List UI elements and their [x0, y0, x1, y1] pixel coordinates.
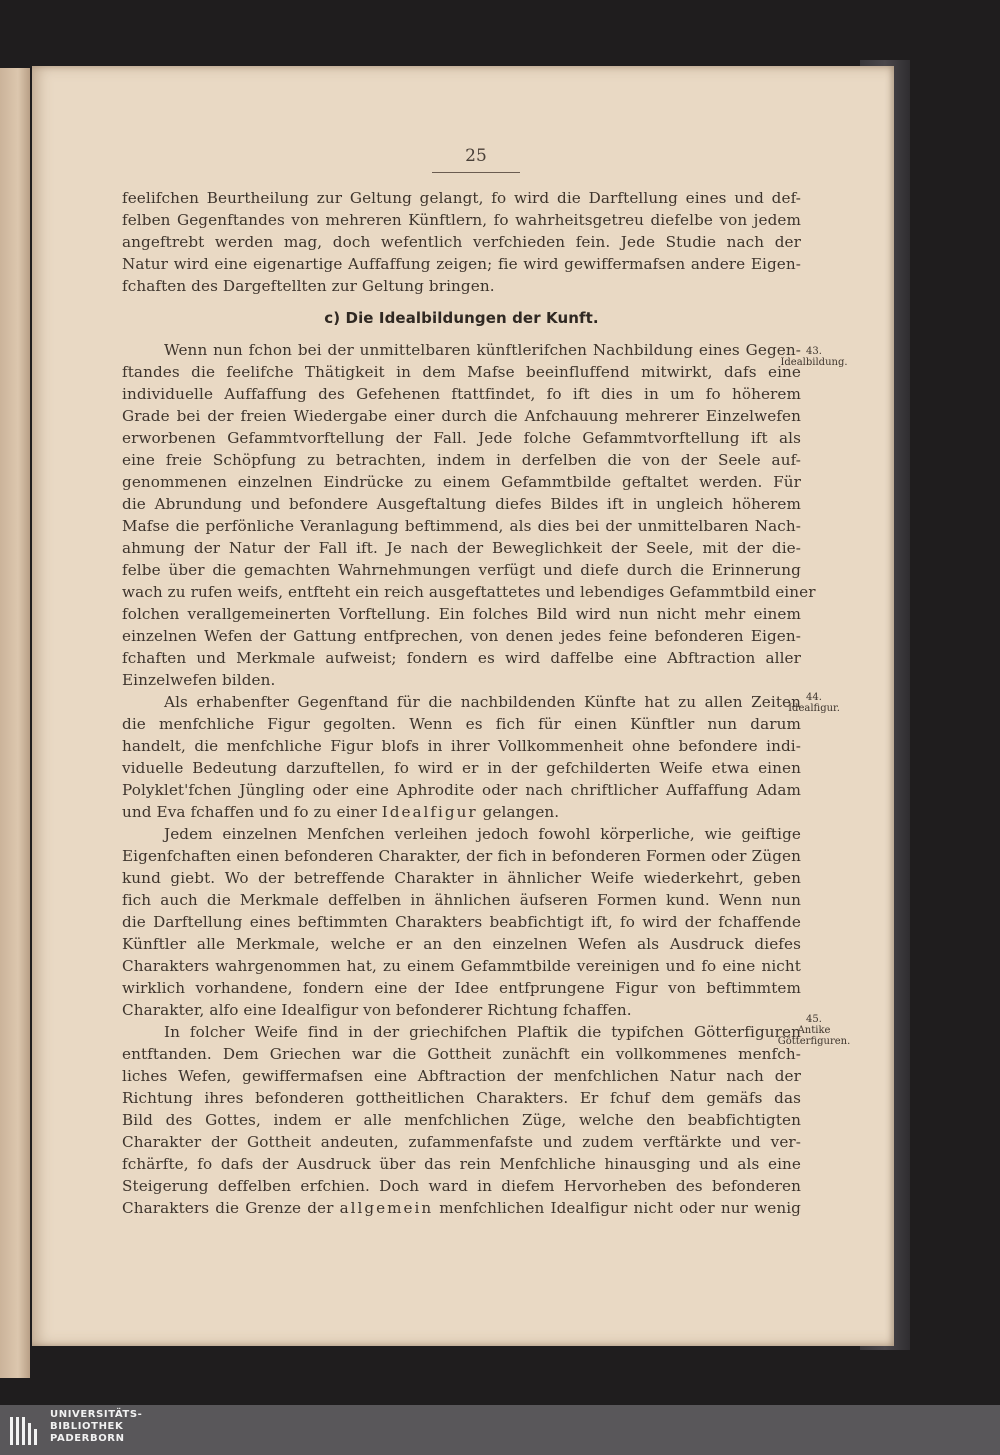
text-line: entftanden. Dem Griechen war die Gottheit zunächft ein vollkommenes menfch- — [122, 1045, 801, 1063]
text-line: feelifchen Beurtheilung zur Geltung gelangt, fo wird die Darftellung eines und def- — [122, 189, 801, 207]
text-line: kund giebt. Wo der betreffende Charakter in ähnlicher Weife wiederkehrt, geben — [122, 869, 801, 887]
margin-note-number: 45. — [806, 1014, 822, 1025]
emphasized-term: allgemein — [339, 1199, 434, 1217]
text-line: angeftrebt werden mag, doch wefentlich verfchieden fein. Jede Studie nach der — [122, 233, 801, 251]
text-line: handelt, die menfchliche Figur blofs in ihrer Vollkommenheit ohne befondere indi- — [122, 737, 801, 755]
text-run: gelangen. — [477, 803, 560, 821]
page-number: 25 — [432, 146, 520, 173]
text-line: die Darftellung eines beftimmten Charakters beabfichtigt ift, fo wird der fchaffende — [122, 913, 801, 931]
text-line: einzelnen Wefen der Gattung entfprechen, von denen jedes feine befonderen Eigen- — [122, 627, 801, 645]
paragraph-goetterfiguren — [122, 1021, 801, 1219]
library-name-line: BIBLIOTHEK — [50, 1421, 124, 1432]
text-line: Charakter der Gottheit andeuten, zufammenfafste und zudem verftärkte und ver- — [122, 1133, 801, 1151]
text-line: die menfchliche Figur gegolten. Wenn es fich für einen Künftler nun darum — [122, 715, 801, 733]
text-line: die Abrundung und befondere Ausgeftaltung diefes Bildes ift in ungleich höherem — [122, 495, 801, 513]
text-line: Bild des Gottes, indem er alle menfchlichen Züge, welche den beabfichtigten — [122, 1111, 801, 1129]
margin-note-number: 44. — [806, 692, 822, 703]
text-line: Grade bei der freien Wiedergabe einer durch die Anfchauung mehrerer Einzelwefen — [122, 407, 801, 425]
margin-note-number: 43. — [806, 346, 822, 357]
text-line: folchen verallgemeinerten Vorftellung. Ein folches Bild wird nun nicht mehr einem — [122, 605, 801, 623]
margin-note-goetterfiguren — [768, 1014, 860, 1047]
paragraph-charakter — [122, 823, 801, 1021]
text-line: eine freie Schöpfung zu betrachten, indem in derfelben die von der Seele auf- — [122, 451, 801, 469]
margin-note-label: Götterfiguren. — [777, 1036, 851, 1047]
text-line: ahmung der Natur der Fall ift. Je nach der Beweglichkeit der Seele, mit der die- — [122, 539, 801, 557]
text-line: liches Wefen, gewiffermafsen eine Abftraction der menfchlichen Natur nach der — [122, 1067, 801, 1085]
text-line: Steigerung deffelben erfchien. Doch ward in diefem Hervorheben des befonderen — [122, 1177, 801, 1195]
text-line: Als erhabenfter Gegenftand für die nachbildenden Künfte hat zu allen Zeiten — [164, 693, 801, 711]
text-line: erworbenen Gefammtvorftellung der Fall. Jede folche Gefammtvorftellung ift als — [122, 429, 801, 447]
text-line — [122, 801, 801, 823]
margin-note-label: Antike — [797, 1025, 831, 1036]
text-line: Mafse die perfönliche Veranlagung beftimmend, als dies bei der unmittelbaren Nach- — [122, 517, 801, 535]
text-line: Polyklet'fchen Jüngling oder eine Aphrodite oder nach chriftlicher Auffaffung Adam — [122, 781, 801, 799]
text-line: fich auch die Merkmale deffelben in ähnlichen äufseren Formen kund. Wenn nun — [122, 891, 801, 909]
text-line: genommenen einzelnen Eindrücke zu einem Gefammtbilde geftaltet werden. Für — [122, 473, 801, 491]
text-line: fchärfte, fo dafs der Ausdruck über das rein Menfchliche hinausging und als eine — [122, 1155, 801, 1173]
library-logo-icon — [8, 1413, 44, 1449]
text-line: felbe über die gemachten Wahrnehmungen verfügt und diefe durch die Erinnerung — [122, 561, 801, 579]
library-name-line: UNIVERSITÄTS- — [50, 1409, 143, 1420]
text-run: Charakters die Grenze der — [122, 1199, 340, 1217]
text-line: Jedem einzelnen Menfchen verleihen jedoch fowohl körperliche, wie geiftige — [164, 825, 801, 843]
text-line: Charakter, alfo eine Idealfigur von befonderer Richtung fchaffen. — [122, 1001, 632, 1019]
margin-note-idealbildung — [768, 346, 860, 368]
text-run: menfchlichen Idealfigur nicht oder nur wenig — [433, 1199, 801, 1217]
text-line: ftandes die feelifche Thätigkeit in dem Mafse beeinfluffend mitwirkt, dafs eine — [122, 363, 801, 381]
text-line: fchaften und Merkmale aufweist; fondern es wird daffelbe eine Abftraction aller — [122, 649, 801, 667]
text-line: individuelle Auffaffung des Gefehenen ftattfindet, fo ift dies in um fo höherem — [122, 385, 801, 403]
text-line: wach zu rufen weifs, entfteht ein reich ausgeftattetes und lebendiges Gefammtbild einer — [122, 583, 816, 601]
book-page — [32, 66, 894, 1346]
text-line: viduelle Bedeutung darzuftellen, fo wird er in der gefchilderten Weife etwa einen — [122, 759, 801, 777]
text-line: Natur wird eine eigenartige Auffaffung zeigen; fie wird gewiffermafsen andere Eigen- — [122, 255, 801, 273]
emphasized-term: Idealfigur — [381, 803, 478, 821]
library-footer-bar — [0, 1405, 1000, 1455]
margin-note-idealfigur — [768, 692, 860, 714]
text-line: Richtung ihres befonderen gottheitlichen Charakters. Er fchuf dem gemäfs das — [122, 1089, 801, 1107]
text-line: Eigenfchaften einen befonderen Charakter, der fich in befonderen Formen oder Zügen — [122, 847, 801, 865]
text-line — [122, 1197, 801, 1219]
text-line: Wenn nun fchon bei der unmittelbaren künftlerifchen Nachbildung eines Gegen- — [164, 341, 801, 359]
text-line: felben Gegenftandes von mehreren Künftlern, fo wahrheitsgetreu diefelbe von jedem — [122, 211, 801, 229]
text-line: fchaften des Dargeftellten zur Geltung bringen. — [122, 277, 495, 295]
library-name-line: PADERBORN — [50, 1433, 125, 1444]
library-logo — [8, 1413, 44, 1453]
paragraph-idealfigur — [122, 691, 801, 823]
text-line: Charakters wahrgenommen hat, zu einem Gefammtbilde vereinigen und fo eine nicht — [122, 957, 801, 975]
margin-note-label: Idealfigur. — [788, 703, 840, 714]
facing-page-edge — [0, 68, 30, 1378]
paragraph-continuation — [122, 187, 801, 297]
text-line: Künftler alle Merkmale, welche er an den einzelnen Wefen als Ausdruck diefes — [122, 935, 801, 953]
text-line: wirklich vorhandene, fondern eine der Idee entfprungene Figur von beftimmtem — [122, 979, 801, 997]
margin-note-label: Idealbildung. — [780, 357, 848, 368]
text-line: In folcher Weife find in der griechifchen Plaftik die typifchen Götterfiguren — [164, 1023, 801, 1041]
text-run: und Eva fchaffen und fo zu einer — [122, 803, 382, 821]
text-line: Einzelwefen bilden. — [122, 671, 276, 689]
section-heading: c) Die Idealbildungen der Kunft. — [324, 309, 599, 327]
